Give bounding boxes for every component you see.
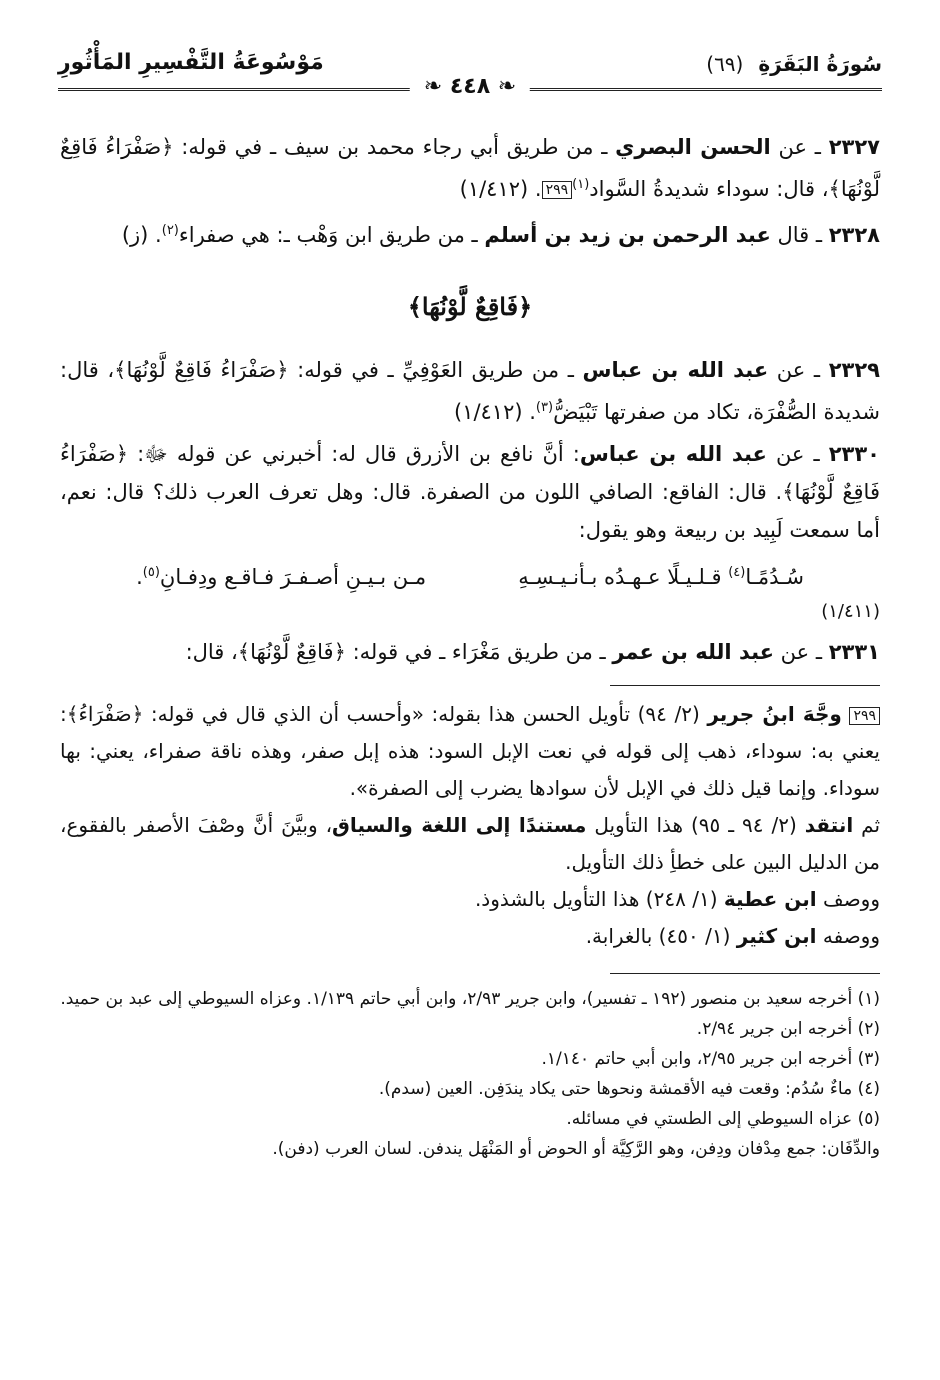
narrator-name: الحسن البصري bbox=[615, 135, 771, 159]
comment-bold: مستندًا إلى اللغة والسياق bbox=[332, 813, 587, 837]
comment-marker-box: ٢٩٩ bbox=[542, 181, 573, 199]
footnote-marker: (١) bbox=[572, 177, 590, 192]
entry-text: ـ من طريق العَوْفِيِّ ـ في قوله: bbox=[288, 358, 583, 382]
quran-verse: ﴿صَفْرَاءُ فَاقِعٌ لَّوْنُهَا﴾ bbox=[114, 358, 289, 382]
entry-text: ، قال: سوداء شديدةُ السَّواد bbox=[589, 177, 829, 201]
entry-text: ـ عن bbox=[766, 442, 820, 466]
page-number: ❧ ٤٤٨ ❧ bbox=[410, 74, 530, 99]
narrator-name: عبد الرحمن بن زيد بن أسلم bbox=[484, 223, 771, 247]
entry-text: ، قال: bbox=[185, 640, 238, 664]
poem-hemistich-right bbox=[518, 553, 804, 597]
narrator-name: عبد الله بن عباس bbox=[582, 358, 769, 382]
quran-verse: ﴿صَفْرَاءُ﴾ bbox=[66, 702, 144, 726]
comment-bold: انتقد bbox=[804, 813, 854, 837]
chapter-number: (٦٩) bbox=[706, 52, 744, 76]
comment-paragraph bbox=[60, 807, 880, 881]
verse-heading: ﴿فَاقِعٌ لَّوْنُهَا﴾ bbox=[407, 292, 533, 321]
entry-number: ٢٣٣٠ bbox=[828, 442, 880, 466]
entry-text: ـ من طريق أبي رجاء محمد بن سيف ـ في قوله: bbox=[173, 135, 616, 159]
entry-text: ـ من طريق مَغْرَاء ـ في قوله: bbox=[345, 640, 613, 664]
footnotes bbox=[60, 984, 880, 1164]
scholar-name: ابن كثير bbox=[736, 924, 817, 948]
entry-text: ـ قال bbox=[770, 223, 823, 247]
footnote: والدِّفَان: جمع مِدْفان ودِفن، وهو الرَّكِيَّة أو الحوض أو المَنْهَل يندفن. لسان العرب (دفن). bbox=[272, 1139, 880, 1159]
comment-text: ووصفه bbox=[816, 924, 880, 948]
footnote-marker: (٤) bbox=[728, 565, 746, 580]
entry-text: : أنَّ نافع بن الأزرق قال له: أخبرني عن قوله ﷻ: bbox=[128, 442, 580, 466]
commentary-block bbox=[60, 696, 880, 955]
scholar-name: ابن عطية bbox=[723, 887, 817, 911]
footnote-separator bbox=[610, 973, 880, 974]
comment-text: ، وبيَّنَ أنَّ وصْفَ الأصفر بالفقوع، من الدليل البين على خطأِ ذلك التأويل. bbox=[60, 813, 880, 874]
entry-number: ٢٣٢٨ bbox=[828, 223, 880, 247]
entry-2327 bbox=[60, 128, 880, 208]
source-ref: (١/٤١١) bbox=[821, 601, 880, 622]
comment-paragraph bbox=[60, 918, 880, 955]
comment-text: : يعني به: سوداء، ذهب إلى قوله في نعت الإبل السود: هذه إبل صفر، وهذه ناقة صفراء، يعني: بها سوداء. وإنما قيل ذلك في الإبل لأن سوادها يضرب إلى الصفرة». bbox=[60, 702, 880, 800]
comment-text: (١/ ٢٤٨) هذا التأويل بالشذوذ. bbox=[474, 887, 724, 911]
surah-title bbox=[706, 52, 882, 76]
footnote: (٤) ماءٌ سُدُم: وقعت فيه الأقمشة ونحوها حتى يكاد يندَفِن. العين (سدم). bbox=[378, 1079, 880, 1099]
source-ref: . (ز) bbox=[121, 223, 162, 247]
entry-text: ـ عن bbox=[774, 640, 823, 664]
entry-2331 bbox=[60, 633, 880, 671]
narrator-name: عبد الله بن عباس bbox=[579, 442, 767, 466]
comment-text: (٢/ ٩٤) تأويل الحسن هذا بقوله: «وأحسب أن الذي قال في قوله: bbox=[143, 702, 708, 726]
footnote-marker: (٥) bbox=[142, 565, 160, 580]
page-number-value: ٤٤٨ bbox=[449, 74, 491, 99]
entry-number: ٢٣٣١ bbox=[828, 640, 880, 664]
entry-2329 bbox=[60, 351, 880, 431]
footnote-marker: (٣) bbox=[535, 400, 554, 415]
entry-2328 bbox=[60, 212, 880, 254]
source-ref: . (١/٤١٢) bbox=[459, 177, 542, 201]
entry-text: . قال: الفاقع: الصافي اللون من الصفرة. قال: وهل تعرف العرب ذلك؟ قال: نعم، أما سمعت لَبِيد بن ربيعة وهو يقول: bbox=[60, 480, 880, 542]
surah-name: سُورَةُ البَقَرَةِ bbox=[758, 52, 882, 76]
comment-text: وجَّهَ bbox=[794, 702, 842, 726]
quran-verse: ﴿صَفْرَاءُ فَاقِعٌ لَّوْنُهَا﴾ bbox=[60, 135, 880, 201]
comment-paragraph bbox=[60, 881, 880, 918]
book-title: مَوْسُوعَةُ التَّفْسِيرِ المَأْثُورِ bbox=[58, 50, 324, 75]
comment-text: ثم bbox=[853, 813, 881, 837]
entry-text: ـ عن bbox=[770, 135, 821, 159]
poem-verse bbox=[90, 553, 850, 597]
comment-text: (١/ ٤٥٠) بالغرابة. bbox=[585, 924, 737, 948]
entry-text: ـ عن bbox=[768, 358, 821, 382]
poem-text: قـلـيـلًا عـهـدُه بـأنـيـسِـهِ bbox=[518, 565, 729, 589]
footnote-marker: (٢) bbox=[161, 223, 179, 238]
entry-number: ٢٣٢٩ bbox=[828, 358, 880, 382]
comment-separator bbox=[610, 685, 880, 686]
comment-text: ووصف bbox=[816, 887, 880, 911]
page-header bbox=[58, 48, 882, 108]
comment-paragraph bbox=[60, 696, 880, 807]
entry-text: ـ من طريق ابن وَهْب ـ: هي صفراء bbox=[178, 223, 485, 247]
entry-text: ، قال: شديدة الصُّفْرَة، تكاد من صفرتها تَبْيَضُّ bbox=[60, 358, 880, 424]
scholar-name: ابنُ جرير bbox=[707, 702, 795, 726]
comment-marker-box: ٢٩٩ bbox=[849, 707, 880, 725]
poem-word: سُـدُمًـا bbox=[745, 565, 804, 589]
footnote: (٢) أخرجه ابن جرير ٢/٩٤. bbox=[696, 1019, 880, 1039]
footnote: (٥) عزاه السيوطي إلى الطستي في مسائله. bbox=[566, 1109, 880, 1129]
poem-end: . bbox=[136, 565, 143, 589]
comment-text: (٢/ ٩٤ ـ ٩٥) هذا التأويل bbox=[586, 813, 805, 837]
main-text bbox=[60, 128, 880, 1164]
footnote: (١) أخرجه سعيد بن منصور (١٩٢ ـ تفسير)، وابن جرير ٢/٩٣، وابن أبي حاتم ١/١٣٩. وعزاه السيوطي إلى عبد بن حميد. bbox=[60, 989, 880, 1009]
entry-2330 bbox=[60, 435, 880, 549]
entry-number: ٢٣٢٧ bbox=[828, 135, 880, 159]
quran-verse: ﴿فَاقِعٌ لَّوْنُهَا﴾ bbox=[237, 640, 346, 664]
narrator-name: عبد الله بن عمر bbox=[612, 640, 774, 664]
source-ref: . (١/٤١٢) bbox=[453, 400, 536, 424]
poem-hemistich-left bbox=[136, 553, 426, 597]
quran-verse: ﴿صَفْرَاءُ فَاقِعٌ لَّوْنُهَا﴾ bbox=[60, 442, 880, 504]
poem-text: مـن بـيـنِ أصـفـرَ فـاقـع ودِفـانِ bbox=[159, 565, 427, 589]
footnote: (٣) أخرجه ابن جرير ٢/٩٥، وابن أبي حاتم ١/١٤٠. bbox=[541, 1049, 880, 1069]
